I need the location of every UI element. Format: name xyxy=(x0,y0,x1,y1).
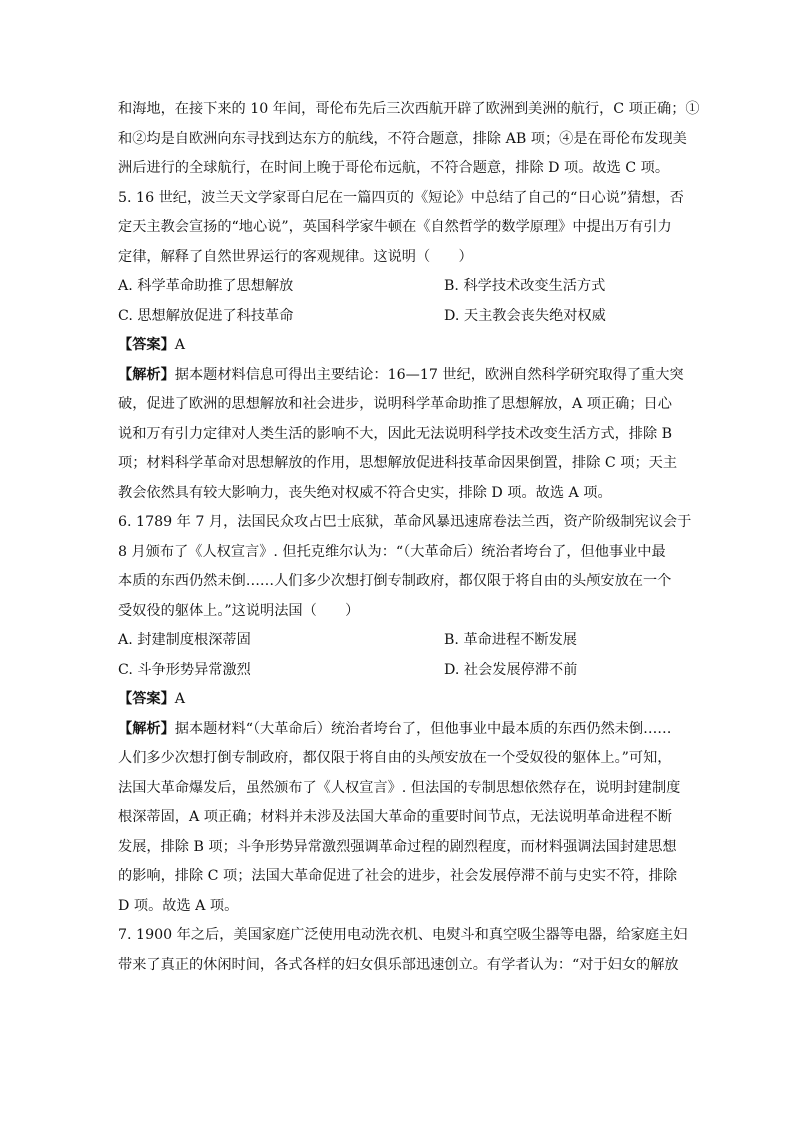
q6-analysis-line: D 项。故选 A 项。 xyxy=(118,897,239,914)
q5-stem-line: 定天主教会宣扬的“地心说”，英国科学家牛顿在《自然哲学的数学原理》中提出万有引力 xyxy=(118,219,672,235)
q4-tail-line: 和海地，在接下来的 10 年间，哥伦布先后三次西航开辟了欧洲到美洲的航行，C 项正确；① xyxy=(118,101,700,117)
q6-stem-line: 本质的东西仍然未倒……人们多少次想打倒专制政府，都仅限于将自由的头颅安放在一个 xyxy=(118,573,672,589)
q6-stem-line: 8 月颁布了《人权宣言》. 但托克维尔认为：“（大革命后）统治者垮台了，但他事业中最 xyxy=(118,543,666,560)
q6-analysis-line xyxy=(118,715,676,745)
q5-analysis-line: 教会依然具有较大影响力，丧失绝对权威不符合史实，排除 D 项。故选 A 项。 xyxy=(118,484,612,501)
q5-analysis-line: 项；材料科学革命对思想解放的作用，思想解放促进科技革命因果倒置，排除 C 项；天主 xyxy=(118,455,678,471)
q6-analysis-line: 人们多少次想打倒专制政府，都仅限于将自由的头颅安放在一个受奴役的躯体上。”可知， xyxy=(118,750,672,766)
q5-analysis-line xyxy=(118,361,684,391)
q6-option-d: D. 社会发展停滞不前 xyxy=(444,661,578,678)
q6-analysis-line: 发展，排除 B 项；斗争形势异常激烈强调革命过程的剧烈程度，而材料强调法国封建思想 xyxy=(118,838,677,855)
q6-analysis-line: 的影响，排除 C 项；法国大革命促进了社会的进步，社会发展停滞不前与史实不符，排除 xyxy=(118,868,678,884)
q6-option-b: B. 革命进程不断发展 xyxy=(444,632,577,648)
q5-stem-line: 定律，解释了自然世界运行的客观规律。这说明（ ） xyxy=(118,248,473,265)
q5-analysis-line: 说和万有引力定律对人类生活的影响不大，因此无法说明科学技术改变生活方式，排除 B xyxy=(118,425,673,442)
q6-analysis-line: 法国大革命爆发后，虽然颁布了《人权宣言》. 但法国的专制思想依然存在，说明封建制度 xyxy=(118,779,681,796)
q5-option-c: C. 思想解放促进了科技革命 xyxy=(118,307,294,324)
q5-option-d: D. 天主教会丧失绝对权威 xyxy=(444,307,606,324)
q5-analysis-line: 破，促进了欧洲的思想解放和社会进步，说明科学革命助推了思想解放，A 项正确；日心 xyxy=(118,396,672,412)
analysis-label: 【解析】 xyxy=(118,720,175,737)
q5-options-row xyxy=(118,272,676,302)
answer-label: 【答案】 xyxy=(118,691,175,707)
q6-answer xyxy=(118,685,676,715)
analysis-text: 据本题材料信息可得出主要结论：16—17 世纪，欧洲自然科学研究取得了重大突 xyxy=(174,366,684,383)
analysis-label: 【解析】 xyxy=(118,366,175,383)
q5-answer xyxy=(118,331,676,361)
q5-options-row xyxy=(118,302,676,332)
q6-stem-line: 6. 1789 年 7 月，法国民众攻占巴士底狱，革命风暴迅速席卷法兰西，资产阶级制宪议会于 xyxy=(118,514,692,530)
q6-analysis-line: 根深蒂固，A 项正确；材料并未涉及法国大革命的重要时间节点，无法说明革命进程不断 xyxy=(118,809,672,825)
analysis-text: 据本题材料“（大革命后）统治者垮台了，但他事业中最本质的东西仍然未倒…… xyxy=(174,720,672,737)
answer-value: A xyxy=(174,337,186,353)
q5-option-a: A. 科学革命助推了思想解放 xyxy=(118,278,294,294)
answer-label: 【答案】 xyxy=(118,337,175,353)
q7-stem-line: 带来了真正的休闲时间，各式各样的妇女俱乐部迅速创立。有学者认为：“对于妇女的解放 xyxy=(118,956,679,973)
answer-value: A xyxy=(174,691,186,707)
q5-stem-line: 5. 16 世纪，波兰天文学家哥白尼在一篇四页的《短论》中总结了自己的“日心说”猜想，否 xyxy=(118,189,684,206)
q6-options-row xyxy=(118,626,676,656)
q5-option-b: B. 科学技术改变生活方式 xyxy=(444,278,606,294)
page-content xyxy=(118,95,700,980)
q6-stem-line: 受奴役的躯体上。”这说明法国（ ） xyxy=(118,602,360,619)
q4-tail-line: 洲后进行的全球航行，在时间上晚于哥伦布远航，不符合题意，排除 D 项。故选 C 项。 xyxy=(118,160,670,176)
q4-tail-line: 和②均是自欧洲向东寻找到达东方的航线，不符合题意，排除 AB 项；④是在哥伦布发现美 xyxy=(118,130,687,147)
q6-option-c: C. 斗争形势异常激烈 xyxy=(118,661,251,678)
q6-options-row xyxy=(118,656,676,686)
q7-stem-line: 7. 1900 年之后，美国家庭广泛使用电动洗衣机、电熨斗和真空吸尘器等电器，给家庭主妇 xyxy=(118,927,688,943)
q6-option-a: A. 封建制度根深蒂固 xyxy=(118,632,251,648)
